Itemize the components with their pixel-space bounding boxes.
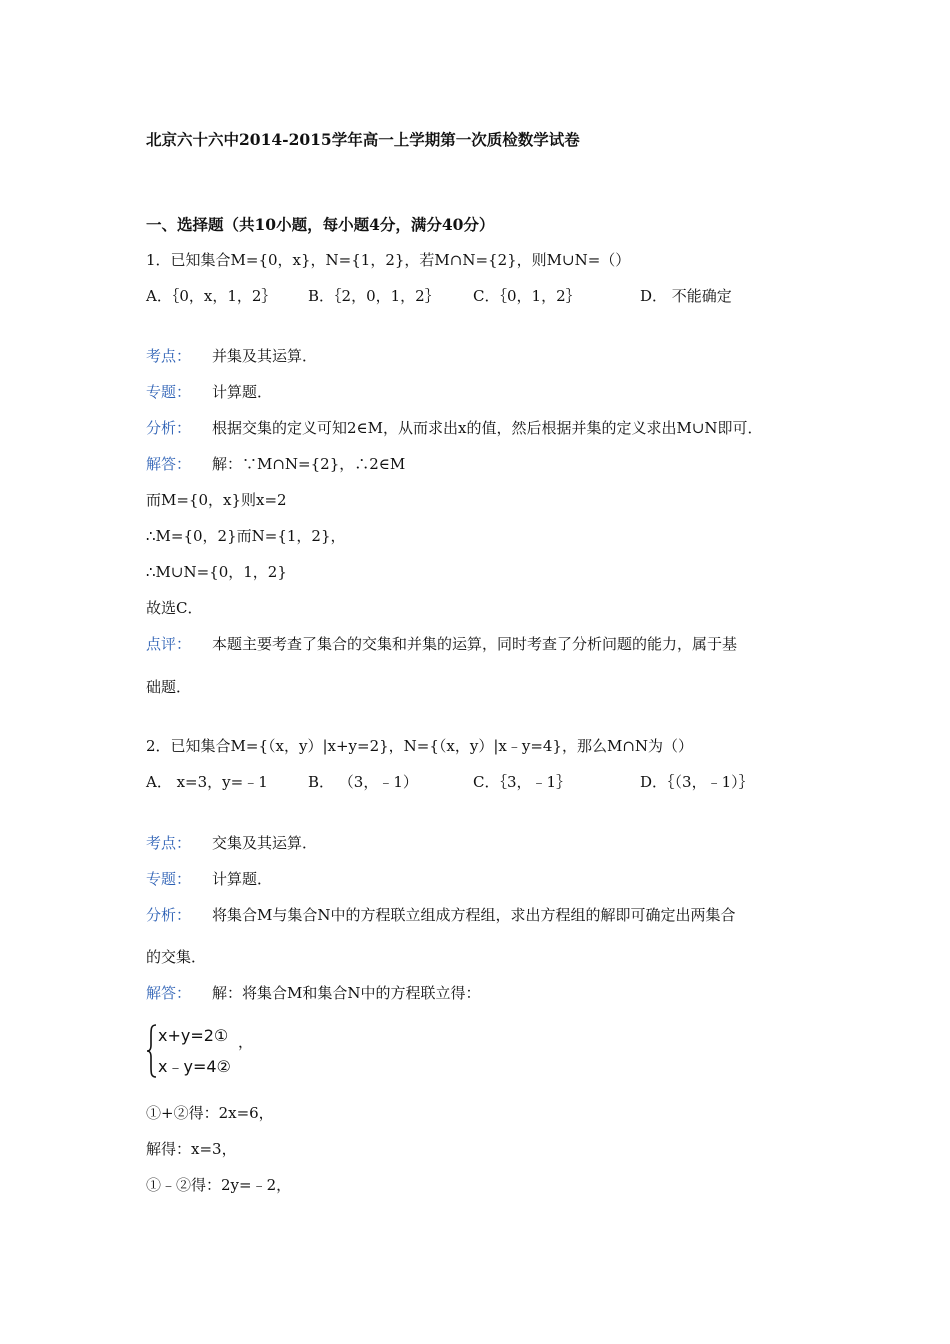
option-a: A． x=3，y=﹣1 bbox=[146, 773, 268, 791]
solution-line: 解得：x=3， bbox=[146, 1140, 237, 1158]
jieda-label: 解答： bbox=[146, 984, 192, 1002]
kaodian-text: 并集及其运算． bbox=[212, 347, 318, 365]
kaodian-label: 考点： bbox=[146, 347, 192, 365]
kaodian-text: 交集及其运算． bbox=[212, 834, 318, 852]
zhuanti-text: 计算题． bbox=[212, 383, 273, 401]
fenxi-text-cont: 的交集． bbox=[146, 948, 207, 966]
option-a: A．｛0，x，1，2｝ bbox=[146, 287, 277, 305]
jieda-text: 解：将集合M和集合N中的方程联立得： bbox=[212, 984, 481, 1002]
document-title: 北京六十六中2014-2015学年高一上学期第一次质检数学试卷 bbox=[146, 130, 580, 149]
dianping-text: 本题主要考查了集合的交集和并集的运算，同时考查了分析问题的能力，属于基 bbox=[212, 635, 738, 653]
kaodian-label: 考点： bbox=[146, 834, 192, 852]
solution-line: 而M={0，x}则x=2 bbox=[146, 491, 287, 509]
solution-line: ∴M={0，2}而N={1，2}， bbox=[146, 527, 346, 545]
fenxi-text: 将集合M与集合N中的方程联立组成方程组，求出方程组的解即可确定出两集合 bbox=[212, 906, 736, 924]
fenxi-label: 分析： bbox=[146, 906, 192, 924]
equation-1: x+y=2① bbox=[158, 1026, 229, 1045]
question-2-stem: 2．已知集合M={（x，y）|x+y=2}，N={（x，y）|x﹣y=4}，那么M∩N为（） bbox=[146, 737, 694, 755]
option-b: B．｛2，0，1，2｝ bbox=[308, 287, 440, 305]
zhuanti-label: 专题： bbox=[146, 383, 192, 401]
dianping-label: 点评： bbox=[146, 635, 192, 653]
solution-line: ∴M∪N={0，1，2} bbox=[146, 563, 287, 581]
option-d: D．｛（3，﹣1）｝ bbox=[640, 773, 754, 791]
zhuanti-label: 专题： bbox=[146, 870, 192, 888]
section-heading: 一、选择题（共10小题，每小题4分，满分40分） bbox=[146, 215, 495, 234]
option-b: B． （3，﹣1） bbox=[308, 773, 418, 791]
option-c: C．｛0，1，2｝ bbox=[473, 287, 581, 305]
equation-2: x﹣y=4② bbox=[158, 1057, 231, 1076]
solution-line: 故选C． bbox=[146, 599, 203, 617]
dianping-text-cont: 础题． bbox=[146, 678, 192, 696]
equation-system bbox=[146, 1023, 266, 1079]
equation-comma: ， bbox=[238, 1033, 254, 1051]
fenxi-text: 根据交集的定义可知2∈M，从而求出x的值，然后根据并集的定义求出M∪N即可． bbox=[212, 419, 763, 437]
zhuanti-text: 计算题． bbox=[212, 870, 273, 888]
option-c: C．｛3，﹣1｝ bbox=[473, 773, 572, 791]
option-d: D． 不能确定 bbox=[640, 287, 732, 305]
solution-line: ①+②得：2x=6， bbox=[146, 1104, 274, 1122]
question-1-stem: 1．已知集合M={0，x}，N={1，2}，若M∩N={2}，则M∪N=（） bbox=[146, 251, 631, 269]
left-brace bbox=[146, 1023, 158, 1079]
jieda-label: 解答： bbox=[146, 455, 192, 473]
solution-line: ①﹣②得：2y=﹣2， bbox=[146, 1176, 292, 1194]
fenxi-label: 分析： bbox=[146, 419, 192, 437]
jieda-text: 解：∵M∩N={2}，∴2∈M bbox=[212, 455, 406, 473]
